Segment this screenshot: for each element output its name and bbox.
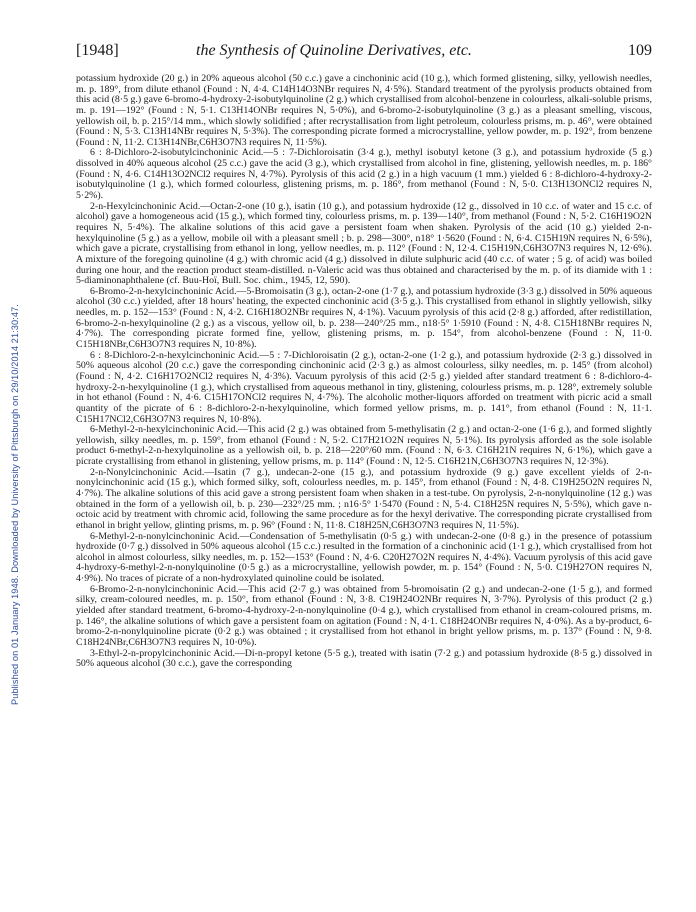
paragraph-methyl-nonyl — [76, 532, 652, 585]
paragraph-text: 6-Bromo-2-n-hexylcinchoninic Acid.—5-Bromoisatin (3 g.), octan-2-one (1·7 g.), and potassium hydroxide (3·3 g.) dissolved in 50% aqueous alcohol (30 c.c.) yielded, after 18 hours' heating, the expected cinchoninic acid (3·5 g.). This crystallised from ethanol in slightly yellowish, silky needles, m. p. 152—153° (Found : N, 4·2. C16H18O2NBr requires N, 4·1%). Vacuum pyrolysis of this acid (2·8 g.) afforded, after redistillation, 6-bromo-2-n-hexylquinoline (2 g.) as a viscous, yellow oil, b. p. 238—240°/25 mm., n18·5° 1·5910 (Found : N, 4·8. C15H18NBr requires N, 4·7%). The corresponding picrate formed fine, yellow, glistening prisms, m. p. 154°, from alcohol-benzene (Found : N, 11·0. C15H18NBr,C6H3O7N3 requires N, 10·8%). — [76, 285, 652, 351]
running-header — [76, 40, 652, 64]
paragraph-nonyl — [76, 468, 652, 532]
paragraph-text: 2-n-Hexylcinchoninic Acid.—Octan-2-one (10 g.), isatin (10 g.), and potassium hydroxide (12 g., dissolved in 10 c.c. of water and 15 c.c. of alcohol) gave a homogeneous acid (15 g.), which formed tiny, colourless prisms, m. p. 139—140°, from methanol (Found : N, 5·2. C16H19O2N requires N, 5·4%). The alkaline solutions of this acid gave a persistent foam when shaken. Pyrolysis of the acid (10 g.) yielded 2-n-hexylquinoline (5 g.) as a yellow, mobile oil with a pleasant smell ; b. p. 298—300°, n18° 1·5620 (Found : N, 6·4. C15H19N requires N, 6·5%), which gave a picrate, crystallising from ethanol in long, yellow needles, m. p. 112° (Found : N, 12·4. C15H19N,C6H3O7N3 requires N, 12·6%). A mixture of the foregoing quinoline (4 g.) with chromic acid (4 g.) dissolved in dilute sulphuric acid (40 c.c. of water ; 5 g. of acid) was boiled during one hour, and the reaction product steam-distilled. n-Valeric acid was thus obtained and characterised by the m. p. of its diamide with 1 : 5-diaminonaphthalene (cf. Buu-Hoï, Bull. Soc. chim., 1945, 12, 590). — [76, 200, 652, 287]
paragraph-text: 2-n-Nonylcinchoninic Acid.—Isatin (7 g.), undecan-2-one (15 g.), and potassium hydroxide (9 g.) gave excellent yields of 2-n-nonylcinchoninic acid (15 g.), which formed silky, soft, colourless needles, m. p. 145°, from ethanol (Found : N, 4·8. C19H25O2N requires N, 4·7%). The alkaline solutions of this acid gave a strong persistent foam when shaken in a test-tube. On pyrolysis, 2-n-nonylquinoline (12 g.) was obtained in the form of a yellowish oil, b. p. 230—232°/25 mm. ; n16·5° 1·5470 (Found : N, 5·4. C18H25N requires N, 5·5%), which gave n-octoic acid by treatment with chromic acid, following the same procedure as for the hexyl derivative. The corresponding picrate crystallised from ethanol in bright yellow, glinting prisms, m. p. 96° (Found : N, 11·8. C18H25N,C6H3O7N3 requires N, 11·5%). — [76, 466, 652, 531]
paragraph-text: potassium hydroxide (20 g.) in 20% aqueous alcohol (50 c.c.) gave a cinchoninic acid (10 g.), which formed glistening, silky, yellowish needles, m. p. 189°, from dilute ethanol (Found : N, 4·4. C14H14O3NBr requires N, 4·5%). Standard treatment of the pyrolysis products obtained from this acid (8·5 g.) gave 6-bromo-4-hydroxy-2-isobutylquinoline (2 g.) which crystallised from alcohol-benzene in colourless, alkali-soluble prisms, m. p. 191—192° (Found : N, 5·1. C13H14ONBr requires N, 5·0%), and 6-bromo-2-isobutylquinoline (3 g.) as a pleasant smelling, viscous, yellowish oil, b. p. 215°/14 mm., which slowly solidified ; after recrystallisation from light petroleum, colourless prisms, m. p. 46°, were obtained (Found : N, 5·3. C13H14NBr requires N, 5·3%). The corresponding picrate formed a microcrystalline, yellow powder, m. p. 192°, from benzene (Found : N, 11·2. C13H14NBr,C6H3O7N3 requires N, 11·5%). — [76, 73, 652, 148]
paragraph-methyl-hexyl — [76, 425, 652, 468]
article-body — [76, 74, 652, 670]
download-sidebar — [0, 0, 26, 912]
paragraph-text: 6 : 8-Dichloro-2-isobutylcinchoninic Acid.—5 : 7-Dichloroisatin (3·4 g.), methyl isobutyl ketone (3 g.), and potassium hydroxide (5 g.) dissolved in 40% aqueous alcohol (25 c.c.) gave the acid (3 g.), which crystallised from alcohol in fine, glistening, yellowish needles, m. p. 186° (Found : N, 4·6. C14H13O2NCl2 requires N, 4·7%). Pyrolysis of this acid (2 g.) in a high vacuum (1 mm.) yielded 6 : 8-dichloro-4-hydroxy-2-isobutylquinoline (1 g.), which formed colourless, glistening prisms, m. p. 186°, from methanol (Found : N, 5·0. C13H13ONCl2 requires N, 5·2%). — [76, 147, 652, 202]
running-title: the Synthesis of Quinoline Derivatives, etc. — [196, 42, 472, 59]
paragraph-text: 6-Methyl-2-n-nonylcinchoninic Acid.—Condensation of 5-methylisatin (0·5 g.) with undecan-2-one (0·8 g.) in the presence of potassium hydroxide (0·7 g.) dissolved in 50% aqueous alcohol (15 c.c.) resulted in the formation of a cinchoninic acid (1·1 g.), which crystallised from hot alcohol in almost colourless, silky needles, m. p. 152—153° (Found : N, 4·6. C20H27O2N requires N, 4·4%). Vacuum pyrolysis of this acid gave 4-hydroxy-6-methyl-2-n-nonylquinoline (0·5 g.) as a microcrystalline, yellowish powder, m. p. 154° (Found : N, 5·0. C19H27ON requires N, 4·9%). No traces of picrate of a non-hydroxylated quinoline could be isolated. — [76, 530, 652, 585]
page-number: 109 — [628, 42, 652, 59]
paragraph-bromo-nonyl — [76, 585, 652, 649]
paragraph-ethyl-propyl — [76, 649, 652, 670]
paragraph-dichloro-hexyl — [76, 351, 652, 425]
paragraph-text: 3-Ethyl-2-n-propylcinchoninic Acid.—Di-n-propyl ketone (5·5 g.), treated with isatin (7·2 g.) and potassium hydroxide (8·5 g.) dissolved in 50% aqueous alcohol (30 c.c.), gave the corresponding — [76, 647, 652, 670]
paragraph-text: 6-Bromo-2-n-nonylcinchoninic Acid.—This acid (2·7 g.) was obtained from 5-bromoisatin (2 g.) and undecan-2-one (1·5 g.), and formed silky, cream-coloured needles, m. p. 150°, from ethanol (Found : N, 3·8. C19H24O2NBr requires N, 3·7%). Pyrolysis of this product (2 g.) yielded after standard treatment, 6-bromo-4-hydroxy-2-n-nonylquinoline (0·4 g.), which crystallised from ethanol in cream-coloured prisms, m. p. 146°, the alkaline solutions of which gave a persistent foam on agitation (Found : N, 4·1. C18H24ONBr requires N, 4·0%). As a by-product, 6-bromo-2-n-nonylquinoline picrate (0·2 g.) was obtained ; it crystallised from hot ethanol in bright yellow prisms, m. p. 137° (Found : N, 9·8. C18H24NBr,C6H3O7N3 requires N, 10·0%). — [76, 583, 652, 648]
paragraph-text: 6-Methyl-2-n-hexylcinchoninic Acid.—This acid (2 g.) was obtained from 5-methylisatin (2 g.) and octan-2-one (1·6 g.), and formed slightly yellowish, silky needles, m. p. 159°, from ethanol (Found : N, 5·2. C17H21O2N requires N, 5·1%). Its pyrolysis afforded as the sole isolable product 6-methyl-2-n-hexylquinoline as a yellowish oil, b. p. 218—220°/60 mm. (Found : N, 6·3. C16H21N requires N, 6·1%), which gave a picrate crystallising from ethanol in glistening, yellow prisms, m. p. 114° (Found : N, 12·5. C16H21N,C6H3O7N3 requires N, 12·3%). — [76, 424, 652, 468]
paragraph-dichloro-isobutyl — [76, 148, 652, 201]
paragraph-continuation — [76, 74, 652, 148]
volume-year: [1948] — [76, 42, 119, 59]
paragraph-hexyl — [76, 202, 652, 287]
publication-citation: Published on 01 January 1948. Downloaded by University of Pittsburgh on 29/10/2014 21:30:47. — [10, 304, 20, 705]
paragraph-bromo-hexyl — [76, 287, 652, 351]
paragraph-text: 6 : 8-Dichloro-2-n-hexylcinchoninic Acid.—5 : 7-Dichloroisatin (2 g.), octan-2-one (1·2 g.), and potassium hydroxide (2·3 g.) dissolved in 50% aqueous alcohol (20 c.c.) gave the corresponding cinchoninic acid (2·3 g.) as almost colourless, silky needles, m. p. 145° (from alcohol) (Found : N, 4·2. C16H17O2NCl2 requires N, 4·3%). Vacuum pyrolysis of this acid (2·5 g.) yielded after standard treatment 6 : 8-dichloro-4-hydroxy-2-n-hexylquinoline (1 g.), which crystallised from aqueous methanol in tiny, glistening, colourless prisms, m. p. 128°, extremely soluble in hot ethanol (Found : N, 4·6. C15H17ONCl2 requires N, 4·7%). The alcoholic mother-liquors afforded on treatment with picric acid a small quantity of the picrate of 6 : 8-dichloro-2-n-hexylquinoline, which formed yellow prisms, m. p. 141°, from ethanol (Found : N, 11·1. C15H17NCl2,C6H3O7N3 requires N, 10·8%). — [76, 349, 652, 425]
